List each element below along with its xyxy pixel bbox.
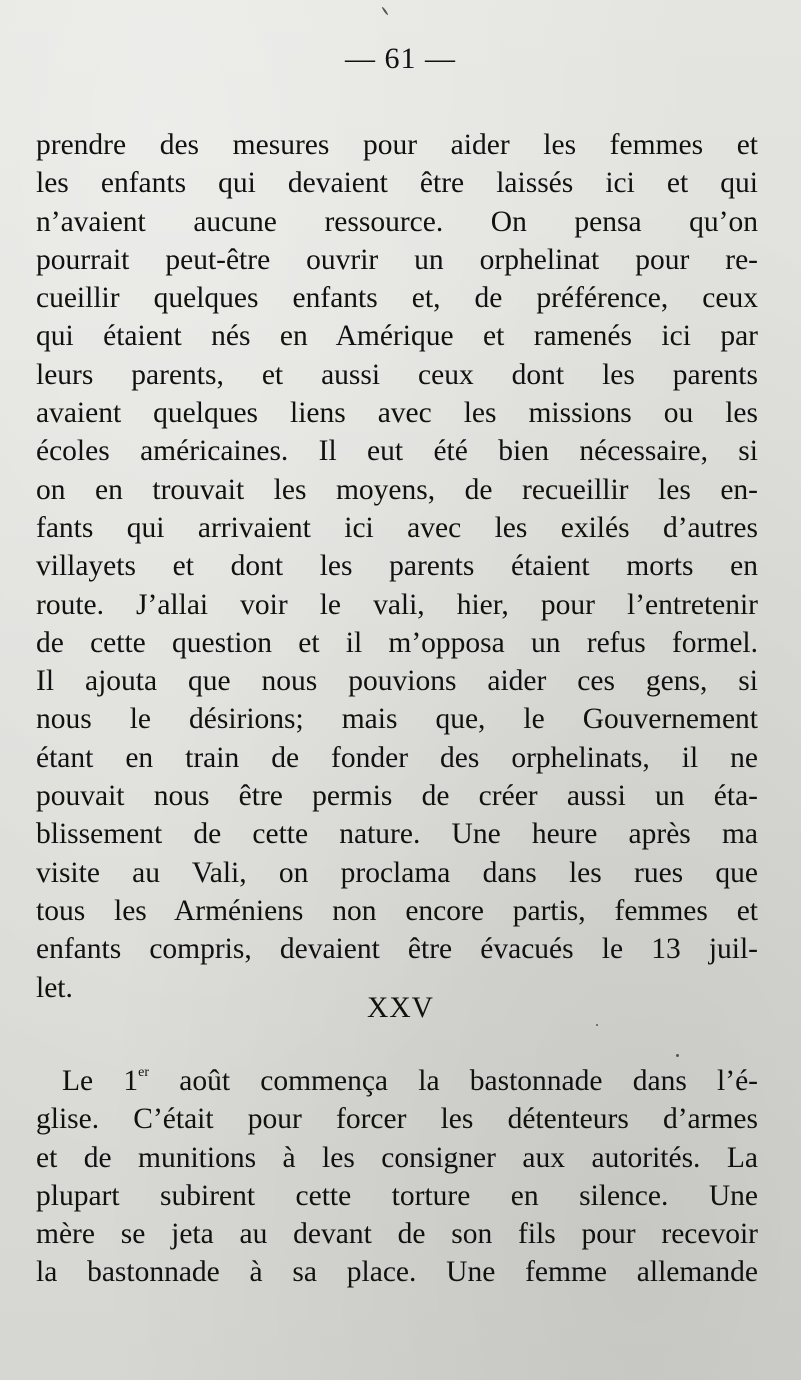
text-line: écoles américaines. Il eut été bien nécessaire, si xyxy=(36,435,758,468)
text-line: nous le désirions; mais que, le Gouvernement xyxy=(36,703,758,736)
text-line: pourrait peut-être ouvrir un orphelinat pour re- xyxy=(36,243,758,276)
text-line: pouvait nous être permis de créer aussi un éta- xyxy=(36,780,758,813)
text-line: avaient quelques liens avec les missions ou les xyxy=(36,397,758,430)
paragraph-2 xyxy=(36,1062,758,1292)
text-line: qui étaient nés en Amérique et ramenés ici par xyxy=(36,320,758,353)
scan-mark xyxy=(381,6,388,15)
text-line: leurs parents, et aussi ceux dont les parents xyxy=(36,358,758,391)
text-line: visite au Vali, on proclama dans les rues que xyxy=(36,856,758,889)
text-line: cueillir quelques enfants et, de préférence, ceux xyxy=(36,282,758,315)
text-line: route. J’allai voir le vali, hier, pour l’entretenir xyxy=(36,588,758,621)
text-line: plupart subirent cette torture en silence. Une xyxy=(36,1179,758,1212)
text-line: on en trouvait les moyens, de recueillir les en- xyxy=(36,473,758,506)
page-number: — 61 — xyxy=(345,42,456,75)
first-line-rest: août commença la bastonnade dans l’é- xyxy=(149,1065,758,1097)
text-line-first xyxy=(36,1062,758,1100)
text-line: glise. C’était pour forcer les détenteurs d’armes xyxy=(36,1103,758,1136)
scan-speck xyxy=(676,1054,679,1057)
text-line: villayets et dont les parents étaient morts en xyxy=(36,550,758,583)
scan-speck xyxy=(596,1024,598,1026)
text-line: Il ajouta que nous pouvions aider ces gens, si xyxy=(36,665,758,698)
text-line: blissement de cette nature. Une heure après ma xyxy=(36,818,758,851)
first-line-start: Le 1 xyxy=(62,1065,139,1097)
text-line: la bastonnade à sa place. Une femme allemande xyxy=(36,1256,758,1289)
paragraph-1 xyxy=(36,126,758,1007)
text-line: mère se jeta au devant de son fils pour recevoir xyxy=(36,1218,758,1251)
text-line: tous les Arméniens non encore partis, femmes et xyxy=(36,894,758,927)
text-line: prendre des mesures pour aider les femmes et xyxy=(36,129,758,161)
section-heading: XXV xyxy=(367,992,434,1024)
text-line: let. xyxy=(36,971,73,1004)
text-line: n’avaient aucune ressource. On pensa qu’on xyxy=(36,205,758,238)
text-line: de cette question et il m’opposa un refus formel. xyxy=(36,626,758,659)
text-line: enfants compris, devaient être évacués le 13 juil- xyxy=(36,933,758,966)
text-line: étant en train de fonder des orphelinats, il ne xyxy=(36,741,758,774)
text-line: les enfants qui devaient être laissés ici et qui xyxy=(36,167,758,200)
text-line: et de munitions à les consigner aux autorités. La xyxy=(36,1141,758,1174)
text-line: fants qui arrivaient ici avec les exilés d’autres xyxy=(36,511,758,544)
ordinal-superscript: er xyxy=(138,1065,149,1080)
